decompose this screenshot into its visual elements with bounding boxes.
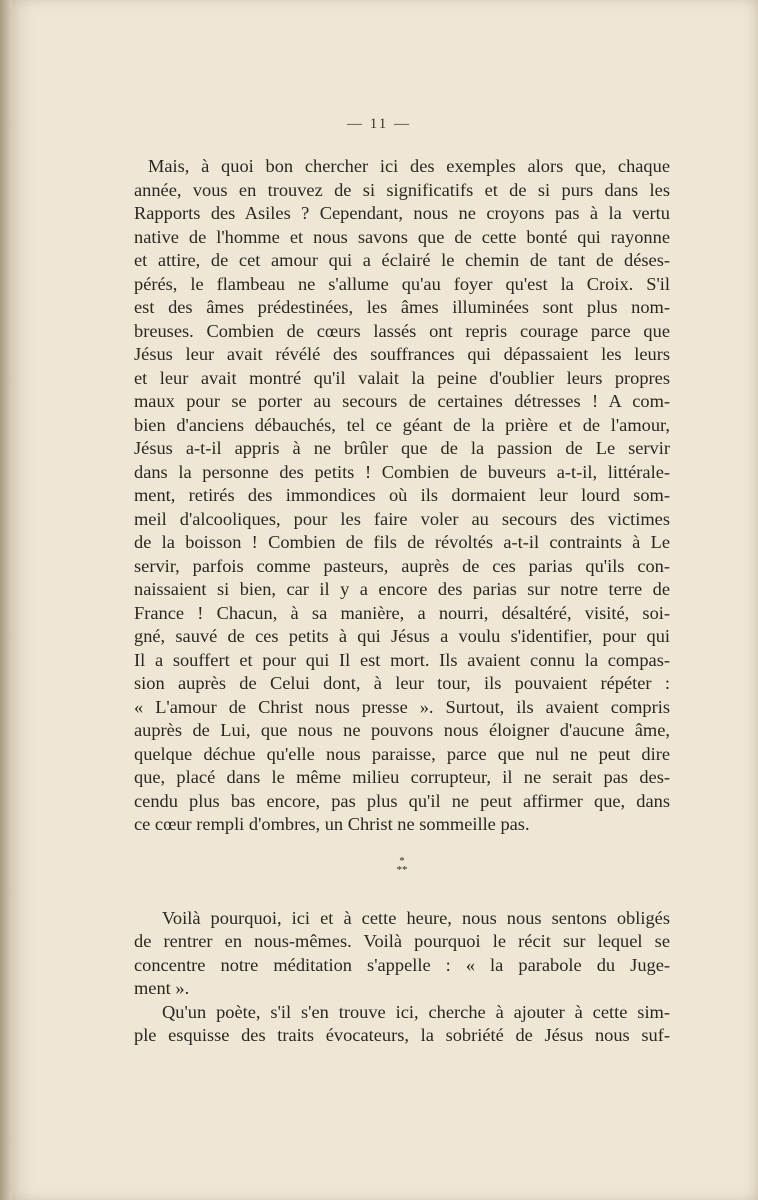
text-line: et attire, de cet amour qui a éclairé le chemin de tant de déses- (134, 250, 670, 270)
text-line: Mais, à quoi bon chercher ici des exemples alors que, chaque (148, 156, 670, 176)
section-separator-asterism (134, 837, 670, 907)
text-line: « L'amour de Christ nous presse ». Surtout, ils avaient compris (134, 696, 670, 717)
text-line: sion auprès de Celui dont, à leur tour, ils pouvaient répéter : (134, 673, 670, 693)
text-line: est des âmes prédestinées, les âmes illuminées sont plus nom- (134, 297, 670, 317)
text-line: gné, sauvé de ces petits à qui Jésus a voulu s'identifier, pour qui (134, 626, 670, 646)
paragraph-3 (134, 1001, 670, 1048)
text-line: année, vous en trouvez de si significatifs et de si purs dans les (134, 179, 670, 200)
text-line: Rapports des Asiles ? Cependant, nous ne croyons pas à la vertu (134, 203, 670, 223)
text-line: native de l'homme et nous savons que de cette bonté qui rayonne (134, 226, 670, 247)
text-line: servir, parfois comme pasteurs, auprès de ces parias qu'ils con- (134, 555, 670, 576)
text-line: ple esquisse des traits évocateurs, la sobriété de Jésus nous suf- (134, 1025, 670, 1045)
text-line: et leur avait montré qu'il valait la peine d'oublier leurs propres (134, 367, 670, 388)
text-line: auprès de Lui, que nous ne pouvons nous éloigner d'aucune âme, (134, 720, 670, 740)
text-line: bien d'anciens débauchés, tel ce géant de la prière et de l'amour, (134, 414, 670, 435)
text-line: cendu plus bas encore, pas plus qu'il ne peut affirmer que, dans (134, 790, 670, 811)
text-line: de la boisson ! Combien de fils de révoltés a-t-il contraints à Le (134, 532, 670, 552)
text-line: meil d'alcooliques, pour les faire voler au secours des victimes (134, 508, 670, 529)
text-line: maux pour se porter au secours de certaines détresses ! A com- (134, 391, 670, 411)
text-line: Il a souffert et pour qui Il est mort. Ils avaient connu la compas- (134, 649, 670, 670)
text-line: ce cœur rempli d'ombres, un Christ ne sommeille pas. (134, 814, 530, 834)
text-line: dans la personne des petits ! Combien de buveurs a-t-il, littérale- (134, 461, 670, 482)
text-body (134, 155, 670, 1048)
paragraph-1 (134, 155, 670, 837)
text-line: France ! Chacun, à sa manière, a nourri, désaltéré, visité, soi- (134, 602, 670, 623)
text-line: ment, retirés des immondices où ils dormaient leur lourd som- (134, 485, 670, 505)
text-line: Jésus a-t-il appris à ne brûler que de la passion de Le servir (134, 438, 670, 458)
page-gutter-shadow (0, 0, 12, 1200)
text-line: que, placé dans le même milieu corrupteur, il ne serait pas des- (134, 767, 670, 787)
text-line: concentre notre méditation s'appelle : « la parabole du Juge- (134, 954, 670, 975)
text-line: quelque déchue qu'elle nous paraisse, parce que nul ne peut dire (134, 743, 670, 764)
page-number: — 11 — (347, 116, 411, 132)
text-line: Voilà pourquoi, ici et à cette heure, nous nous sentons obligés (162, 907, 670, 928)
text-line: naissaient si bien, car il y a encore des parias sur notre terre de (134, 579, 670, 599)
text-line: Jésus leur avait révélé des souffrances qui dépassaient les leurs (134, 344, 670, 364)
text-line: Qu'un poète, s'il s'en trouve ici, cherche à ajouter à cette sim- (162, 1001, 670, 1022)
text-line: de rentrer en nous-mêmes. Voilà pourquoi le récit sur lequel se (134, 931, 670, 951)
text-line: breuses. Combien de cœurs lassés ont repris courage parce que (134, 320, 670, 341)
text-line: ment ». (134, 978, 190, 998)
asterism-top: * (399, 854, 405, 867)
paragraph-2 (134, 907, 670, 1001)
asterism-bottom: ** (396, 863, 408, 876)
text-line: pérés, le flambeau ne s'allume qu'au foyer qu'est la Croix. S'il (134, 273, 670, 294)
